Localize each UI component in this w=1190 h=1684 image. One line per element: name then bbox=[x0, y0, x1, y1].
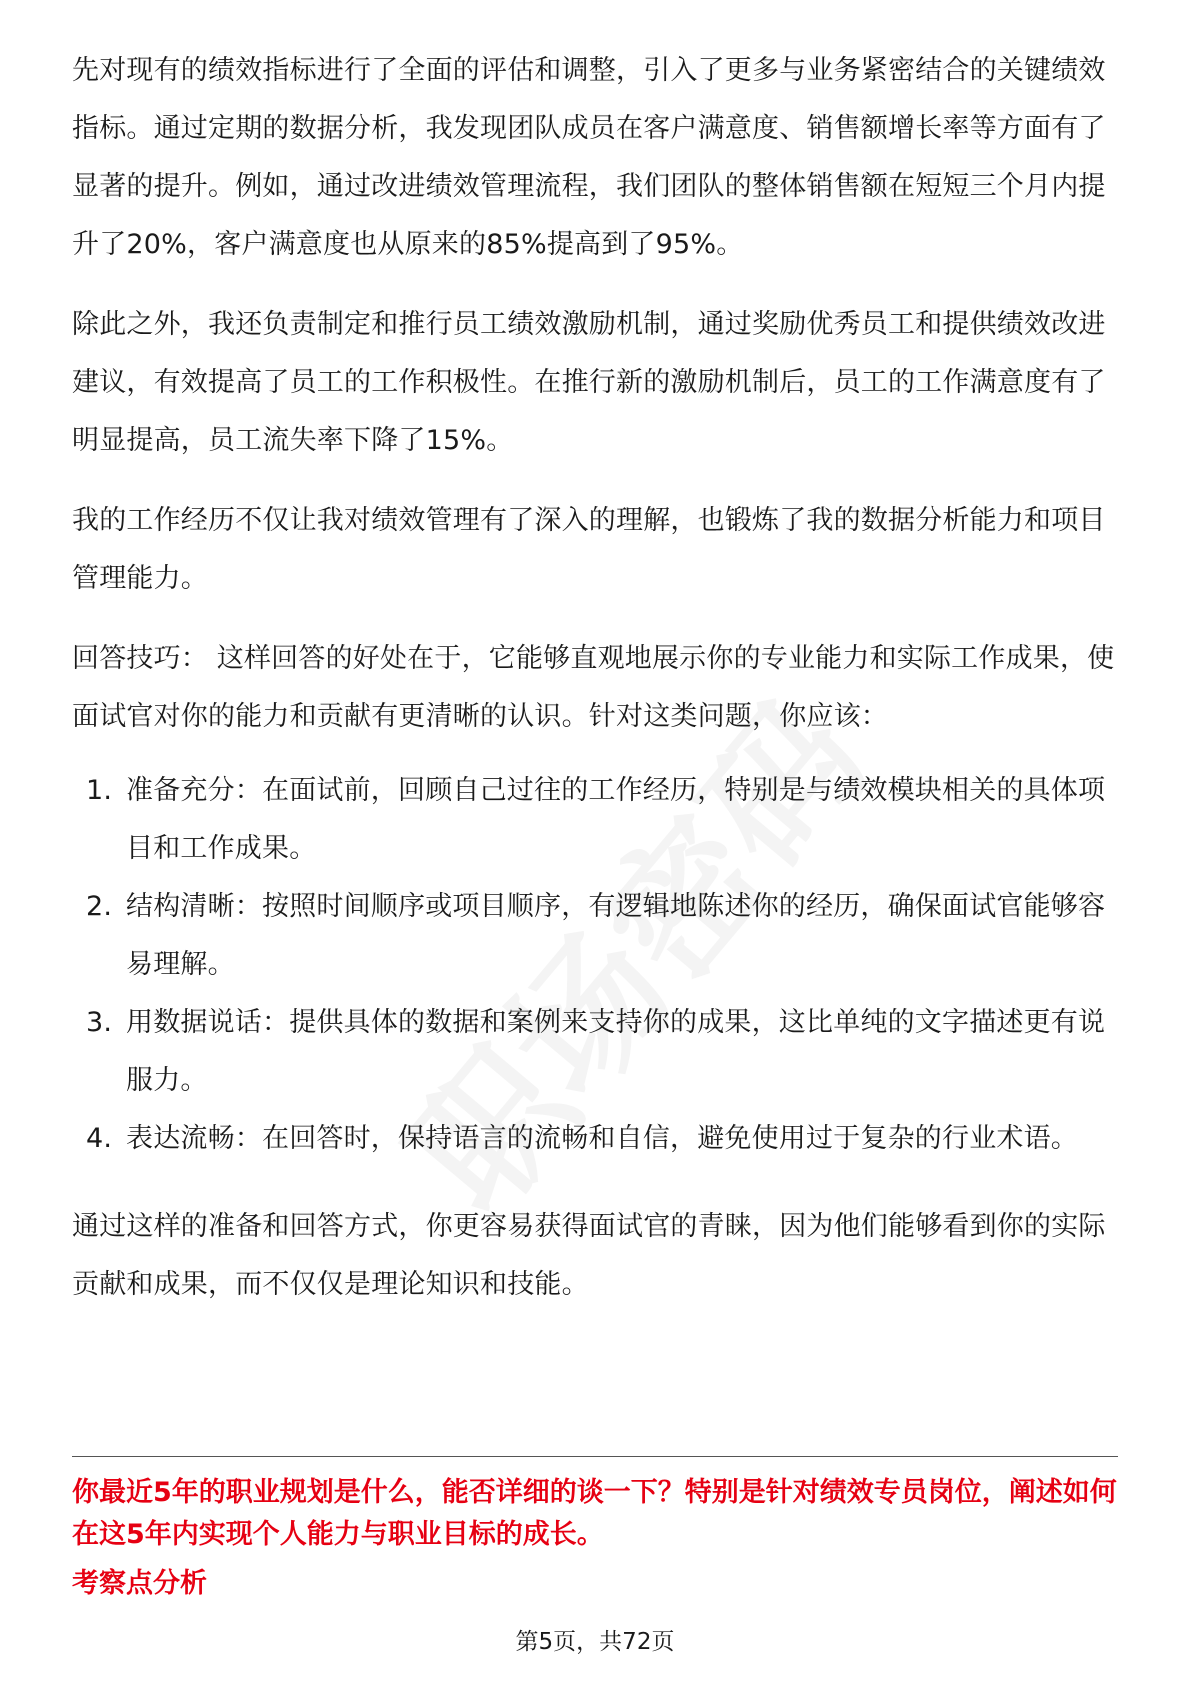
list-text: 结构清晰：按照时间顺序或项目顺序，有逻辑地陈述你的经历，确保面试官能够容易理解。 bbox=[126, 891, 1106, 980]
interview-question: 你最近5年的职业规划是什么，能否详细的谈一下？特别是针对绩效专员岗位，阐述如何在这5年内实现个人能力与职业目标的成长。 bbox=[72, 1477, 1117, 1550]
list-item bbox=[72, 762, 1118, 878]
list-number: 2. bbox=[86, 891, 113, 922]
list-text: 表达流畅：在回答时，保持语言的流畅和自信，避免使用过于复杂的行业术语。 bbox=[126, 1123, 1078, 1154]
answer-tips-intro: 回答技巧： 这样回答的好处在于，它能够直观地展示你的专业能力和实际工作成果，使面试官对你的能力和贡献有更清晰的认识。针对这类问题，你应该： bbox=[72, 643, 1115, 732]
list-item bbox=[72, 1110, 1118, 1168]
paragraph-3: 我的工作经历不仅让我对绩效管理有了深入的理解，也锻炼了我的数据分析能力和项目管理能力。 bbox=[72, 505, 1106, 594]
section-label: 考察点分析 bbox=[72, 1568, 207, 1599]
section-divider bbox=[72, 1456, 1118, 1457]
closing-paragraph: 通过这样的准备和回答方式，你更容易获得面试官的青睐，因为他们能够看到你的实际贡献和成果，而不仅仅是理论知识和技能。 bbox=[72, 1211, 1106, 1300]
tips-list bbox=[72, 762, 1118, 1168]
list-number: 3. bbox=[86, 1007, 113, 1038]
paragraph-2: 除此之外，我还负责制定和推行员工绩效激励机制，通过奖励优秀员工和提供绩效改进建议，有效提高了员工的工作积极性。在推行新的激励机制后，员工的工作满意度有了明显提高，员工流失率下降了15%。 bbox=[72, 309, 1106, 456]
list-item bbox=[72, 878, 1118, 994]
list-number: 4. bbox=[86, 1123, 113, 1154]
page-number: 第5页，共72页 bbox=[515, 1629, 675, 1655]
list-item bbox=[72, 994, 1118, 1110]
list-text: 准备充分：在面试前，回顾自己过往的工作经历，特别是与绩效模块相关的具体项目和工作成果。 bbox=[126, 775, 1106, 864]
list-number: 1. bbox=[86, 775, 113, 806]
paragraph-1: 先对现有的绩效指标进行了全面的评估和调整，引入了更多与业务紧密结合的关键绩效指标。通过定期的数据分析，我发现团队成员在客户满意度、销售额增长率等方面有了显著的提升。例如，通过改进绩效管理流程，我们团队的整体销售额在短短三个月内提升了20%，客户满意度也从原来的85%提高到了95%。 bbox=[72, 55, 1106, 260]
document-body bbox=[72, 42, 1118, 1336]
list-text: 用数据说话：提供具体的数据和案例来支持你的成果，这比单纯的文字描述更有说服力。 bbox=[126, 1007, 1106, 1096]
